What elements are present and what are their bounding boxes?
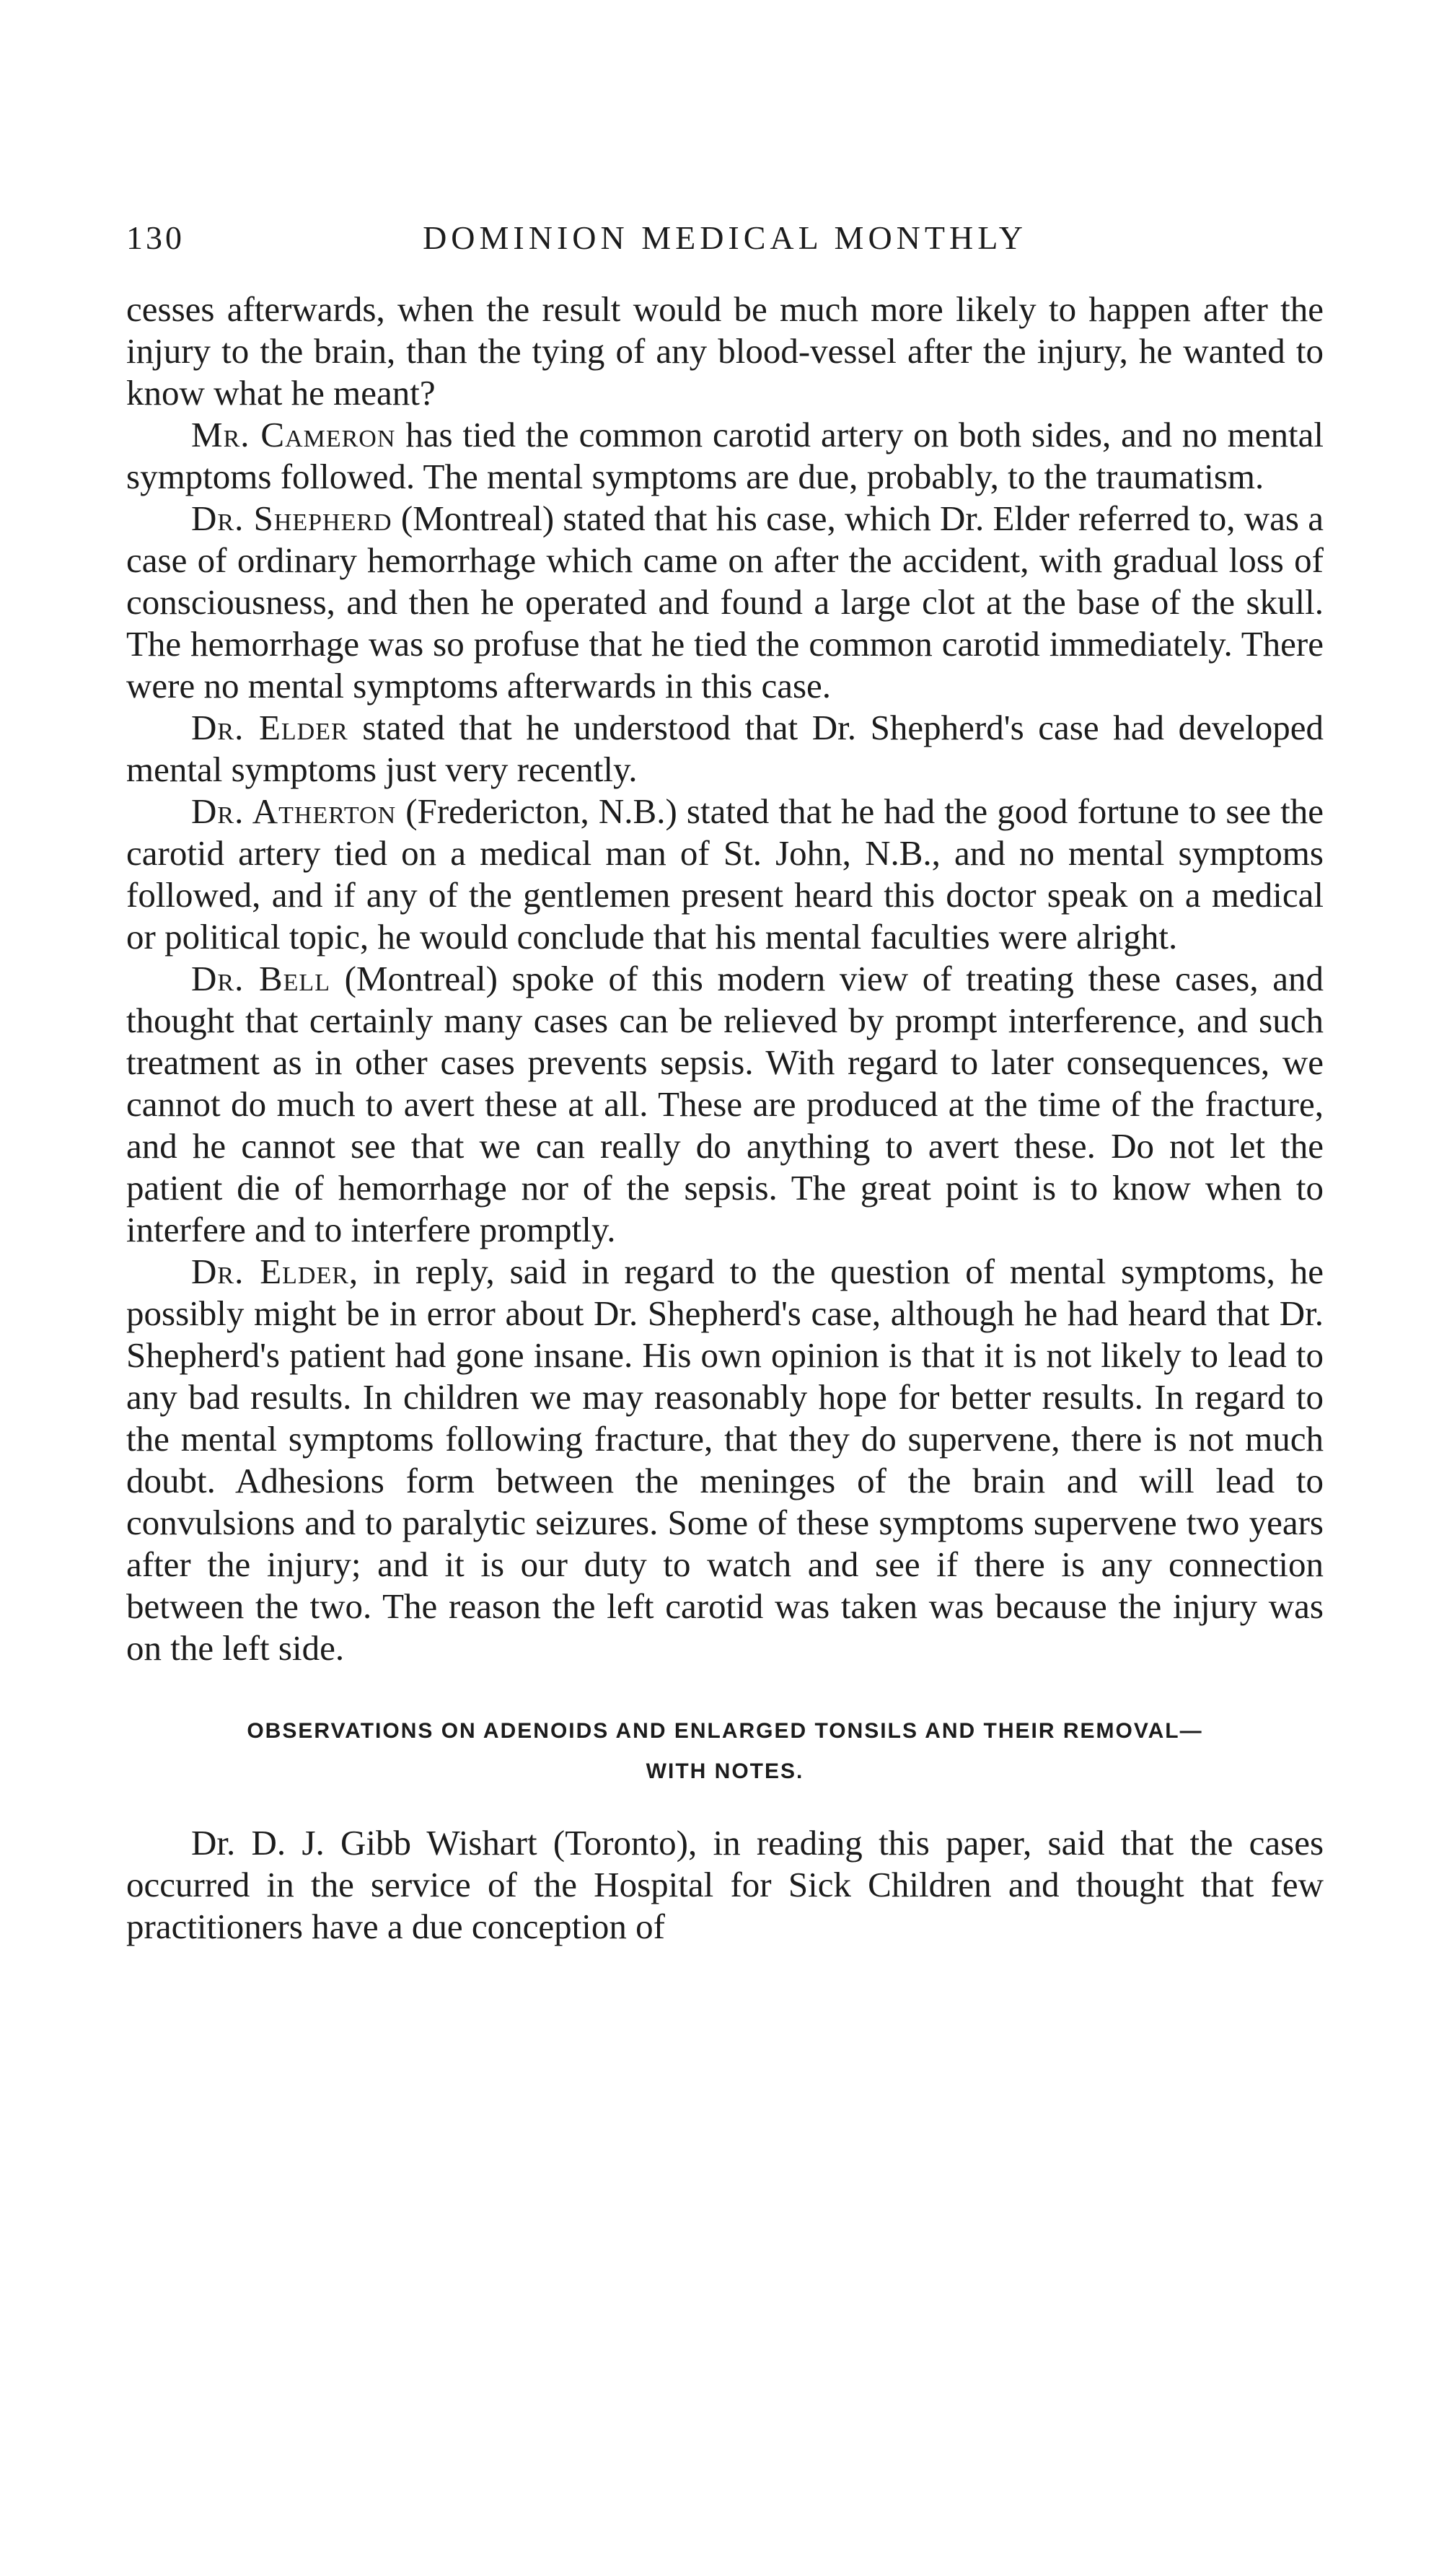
- speaker-name: Mr. Cameron: [191, 415, 396, 454]
- page-number: 130: [126, 219, 185, 256]
- running-head: [126, 209, 1324, 267]
- section-body: [126, 1822, 1324, 1948]
- paragraph-text: stated that he understood that Dr. Shepherd's case had developed mental symptoms just very recently.: [126, 708, 1324, 789]
- paragraph-text: cesses afterwards, when the result would be much more likely to happen after the injury to the brain, than the tying of any blood-vessel after the injury, he wanted to know what he meant?: [126, 289, 1324, 413]
- speaker-name: Dr. Atherton: [191, 791, 397, 831]
- section-heading: [126, 1711, 1324, 1792]
- speaker-name: Dr. D. J. Gibb Wishart: [191, 1823, 537, 1863]
- paragraph-text: has tied the common carotid artery on both sides, and no mental symptoms followed. The mental symptoms are due, probably, to the traumatism.: [126, 415, 1324, 496]
- paragraph-atherton: [126, 791, 1324, 958]
- section-heading-line: WITH NOTES.: [646, 1759, 804, 1783]
- paragraph-text: (Montreal) stated that his case, which Dr. Elder referred to, was a case of ordinary hemorrhage which came on after the accident, with gradual loss of consciousness, and then he operated and found a large clot at the base of the skull. The hemorrhage was so profuse that he tied the common carotid immediately. There were no mental symptoms afterwards in this case.: [126, 498, 1324, 705]
- speaker-name: Dr. Bell: [191, 959, 330, 998]
- section-heading-line: OBSERVATIONS ON ADENOIDS AND ENLARGED TONSILS AND THEIR REMOVAL—: [247, 1719, 1203, 1743]
- paragraph-text: , in reply, said in regard to the question of mental symptoms, he possibly might be in error about Dr. Shepherd's case, although he had heard that Dr. Shepherd's patient had gone insane. His own opinion is that it is not likely to lead to any bad results. In children we may reasonably hope for better results. In regard to the mental symptoms following fracture, that they do supervene, there is not much doubt. Adhesions form between the meninges of the brain and will lead to convulsions and to paralytic seizures. Some of these symptoms supervene two years after the injury; and it is our duty to watch and see if there is any connection between the two. The reason the left carotid was taken was because the injury was on the left side.: [126, 1252, 1324, 1668]
- speaker-name: Dr. Elder: [191, 1252, 349, 1291]
- discussion-body: [126, 289, 1324, 1669]
- paragraph-continued: [126, 289, 1324, 414]
- paragraph-elder: [126, 707, 1324, 791]
- paragraph-elder-reply: [126, 1251, 1324, 1669]
- paragraph-bell: [126, 958, 1324, 1251]
- paragraph-text: (Fredericton, N.B.) stated that he had the good fortune to see the carotid artery tied on a medical man of St. John, N.B., and no mental symptoms followed, and if any of the gentlemen present heard this doctor speak on a medical or political topic, he would conclude that his mental faculties were alright.: [126, 791, 1324, 957]
- journal-page: [126, 209, 1324, 1948]
- paragraph-text: (Toronto), in reading this paper, said that the cases occurred in the service of the Hospital for Sick Children and thought that few practitioners have a due conception of: [126, 1823, 1324, 1946]
- paragraph-cameron: [126, 414, 1324, 498]
- paragraph-text: (Montreal) spoke of this modern view of treating these cases, and thought that certainly many cases can be relieved by prompt interference, and such treatment as in other cases prevents sepsis. With regard to later consequences, we cannot do much to avert these at all. These are produced at the time of the fracture, and he cannot see that we can really do anything to avert these. Do not let the patient die of hemorrhage nor of the sepsis. The great point is to know when to interfere and to interfere promptly.: [126, 959, 1324, 1249]
- speaker-name: Dr. Elder: [191, 708, 348, 747]
- journal-title: DOMINION MEDICAL MONTHLY: [423, 219, 1027, 256]
- paragraph-shepherd: [126, 498, 1324, 707]
- speaker-name: Dr. Shepherd: [191, 498, 392, 538]
- paragraph-wishart: [126, 1822, 1324, 1948]
